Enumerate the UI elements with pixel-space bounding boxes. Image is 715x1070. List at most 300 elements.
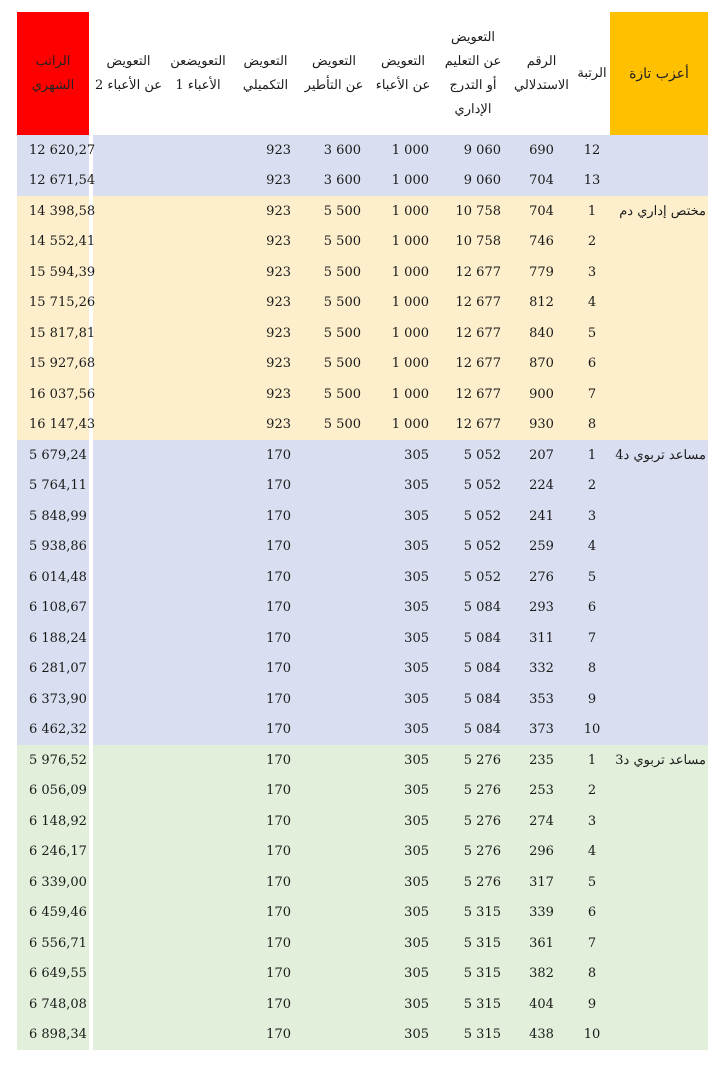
allowance-burden-1-cell bbox=[164, 806, 232, 837]
allowance-supervision-cell: 5 500 bbox=[299, 318, 369, 349]
allowance-burden-1-cell bbox=[164, 867, 232, 898]
allowance-teaching-cell: 12 677 bbox=[437, 379, 509, 410]
index-number-cell: 746 bbox=[509, 227, 574, 258]
category-cell bbox=[610, 654, 708, 685]
allowance-burdens-cell: 305 bbox=[369, 562, 437, 593]
category-cell bbox=[610, 989, 708, 1020]
allowance-supplementary-cell: 170 bbox=[232, 959, 299, 990]
category-cell bbox=[610, 471, 708, 502]
rank-cell: 3 bbox=[574, 806, 610, 837]
allowance-burdens-cell: 305 bbox=[369, 867, 437, 898]
allowance-supervision-cell bbox=[299, 623, 369, 654]
allowance-burden-2-cell bbox=[93, 867, 164, 898]
allowance-teaching-cell: 5 084 bbox=[437, 715, 509, 746]
allowance-burdens-cell: 1 000 bbox=[369, 166, 437, 197]
monthly-salary-cell: 14 398,58 bbox=[17, 196, 89, 227]
allowance-burden-2-cell bbox=[93, 806, 164, 837]
allowance-burden-2-cell bbox=[93, 715, 164, 746]
allowance-burdens-cell: 1 000 bbox=[369, 318, 437, 349]
monthly-salary-cell: 16 037,56 bbox=[17, 379, 89, 410]
allowance-burdens-cell: 305 bbox=[369, 806, 437, 837]
allowance-burden-1-cell bbox=[164, 410, 232, 441]
table-row bbox=[17, 501, 708, 532]
monthly-salary-cell: 6 148,92 bbox=[17, 806, 89, 837]
monthly-salary-cell: 15 927,68 bbox=[17, 349, 89, 380]
allowance-supervision-cell bbox=[299, 959, 369, 990]
category-cell bbox=[610, 410, 708, 441]
allowance-burden-2-cell bbox=[93, 166, 164, 197]
allowance-burden-1-cell bbox=[164, 166, 232, 197]
allowance-burden-1-cell bbox=[164, 837, 232, 868]
table-row bbox=[17, 196, 708, 227]
header-monthly-salary: الراتب الشهري bbox=[17, 12, 89, 135]
allowance-supervision-cell: 5 500 bbox=[299, 227, 369, 258]
rank-cell: 1 bbox=[574, 440, 610, 471]
rank-cell: 2 bbox=[574, 471, 610, 502]
rank-cell: 12 bbox=[574, 135, 610, 166]
category-cell bbox=[610, 318, 708, 349]
category-cell bbox=[610, 806, 708, 837]
allowance-teaching-cell: 5 276 bbox=[437, 776, 509, 807]
rank-cell: 4 bbox=[574, 288, 610, 319]
allowance-burdens-cell: 305 bbox=[369, 989, 437, 1020]
allowance-burdens-cell: 305 bbox=[369, 745, 437, 776]
allowance-supplementary-cell: 170 bbox=[232, 532, 299, 563]
category-cell bbox=[610, 135, 708, 166]
table-row bbox=[17, 898, 708, 929]
monthly-salary-cell: 6 188,24 bbox=[17, 623, 89, 654]
table-row bbox=[17, 257, 708, 288]
allowance-burdens-cell: 305 bbox=[369, 928, 437, 959]
allowance-burdens-cell: 305 bbox=[369, 715, 437, 746]
table-row bbox=[17, 928, 708, 959]
allowance-burden-2-cell bbox=[93, 1020, 164, 1051]
allowance-burdens-cell: 305 bbox=[369, 501, 437, 532]
table-row bbox=[17, 135, 708, 166]
rank-cell: 1 bbox=[574, 745, 610, 776]
index-number-cell: 207 bbox=[509, 440, 574, 471]
allowance-supervision-cell bbox=[299, 684, 369, 715]
allowance-burdens-cell: 1 000 bbox=[369, 349, 437, 380]
index-number-cell: 311 bbox=[509, 623, 574, 654]
allowance-supervision-cell bbox=[299, 471, 369, 502]
table-row bbox=[17, 166, 708, 197]
table-row bbox=[17, 227, 708, 258]
allowance-burden-2-cell bbox=[93, 227, 164, 258]
table-row bbox=[17, 745, 708, 776]
table-row bbox=[17, 989, 708, 1020]
allowance-burden-1-cell bbox=[164, 593, 232, 624]
allowance-burdens-cell: 305 bbox=[369, 837, 437, 868]
allowance-supplementary-cell: 170 bbox=[232, 1020, 299, 1051]
table-row bbox=[17, 959, 708, 990]
category-cell bbox=[610, 959, 708, 990]
table-row bbox=[17, 1020, 708, 1051]
table-body bbox=[17, 135, 708, 1050]
index-number-cell: 840 bbox=[509, 318, 574, 349]
rank-cell: 7 bbox=[574, 623, 610, 654]
allowance-burdens-cell: 305 bbox=[369, 684, 437, 715]
index-number-cell: 438 bbox=[509, 1020, 574, 1051]
table-row bbox=[17, 654, 708, 685]
index-number-cell: 870 bbox=[509, 349, 574, 380]
allowance-supplementary-cell: 170 bbox=[232, 745, 299, 776]
monthly-salary-cell: 12 620,27 bbox=[17, 135, 89, 166]
allowance-burden-2-cell bbox=[93, 654, 164, 685]
header-index-number: الرقم الاستدلالي bbox=[514, 53, 569, 93]
allowance-supplementary-cell: 170 bbox=[232, 898, 299, 929]
monthly-salary-cell: 6 649,55 bbox=[17, 959, 89, 990]
allowance-burden-2-cell bbox=[93, 959, 164, 990]
allowance-burdens-cell: 1 000 bbox=[369, 379, 437, 410]
allowance-supplementary-cell: 923 bbox=[232, 196, 299, 227]
rank-cell: 4 bbox=[574, 837, 610, 868]
allowance-supervision-cell bbox=[299, 898, 369, 929]
index-number-cell: 293 bbox=[509, 593, 574, 624]
salary-table bbox=[17, 12, 708, 1050]
rank-cell: 13 bbox=[574, 166, 610, 197]
monthly-salary-cell: 6 373,90 bbox=[17, 684, 89, 715]
category-cell bbox=[610, 501, 708, 532]
allowance-burden-1-cell bbox=[164, 227, 232, 258]
table-row bbox=[17, 593, 708, 624]
category-cell bbox=[610, 776, 708, 807]
allowance-supplementary-cell: 170 bbox=[232, 989, 299, 1020]
allowance-burden-1-cell bbox=[164, 1020, 232, 1051]
rank-cell: 10 bbox=[574, 1020, 610, 1051]
table-row bbox=[17, 623, 708, 654]
allowance-teaching-cell: 9 060 bbox=[437, 166, 509, 197]
allowance-burdens-cell: 305 bbox=[369, 654, 437, 685]
allowance-teaching-cell: 5 052 bbox=[437, 501, 509, 532]
monthly-salary-cell: 5 848,99 bbox=[17, 501, 89, 532]
monthly-salary-cell: 15 594,39 bbox=[17, 257, 89, 288]
monthly-salary-cell: 5 764,11 bbox=[17, 471, 89, 502]
allowance-burden-1-cell bbox=[164, 257, 232, 288]
allowance-burden-2-cell bbox=[93, 989, 164, 1020]
allowance-burdens-cell: 305 bbox=[369, 776, 437, 807]
rank-cell: 5 bbox=[574, 562, 610, 593]
rank-cell: 7 bbox=[574, 379, 610, 410]
allowance-supplementary-cell: 923 bbox=[232, 349, 299, 380]
allowance-teaching-cell: 12 677 bbox=[437, 349, 509, 380]
allowance-supplementary-cell: 170 bbox=[232, 837, 299, 868]
allowance-supplementary-cell: 170 bbox=[232, 806, 299, 837]
index-number-cell: 339 bbox=[509, 898, 574, 929]
rank-cell: 7 bbox=[574, 928, 610, 959]
allowance-teaching-cell: 5 052 bbox=[437, 532, 509, 563]
allowance-supervision-cell bbox=[299, 715, 369, 746]
allowance-burden-1-cell bbox=[164, 654, 232, 685]
index-number-cell: 382 bbox=[509, 959, 574, 990]
table-row bbox=[17, 532, 708, 563]
allowance-supervision-cell bbox=[299, 1020, 369, 1051]
rank-cell: 5 bbox=[574, 318, 610, 349]
table-row bbox=[17, 806, 708, 837]
allowance-teaching-cell: 9 060 bbox=[437, 135, 509, 166]
allowance-teaching-cell: 5 315 bbox=[437, 1020, 509, 1051]
allowance-teaching-cell: 5 315 bbox=[437, 989, 509, 1020]
table-row bbox=[17, 379, 708, 410]
index-number-cell: 900 bbox=[509, 379, 574, 410]
allowance-burden-1-cell bbox=[164, 288, 232, 319]
monthly-salary-cell: 6 014,48 bbox=[17, 562, 89, 593]
monthly-salary-cell: 12 671,54 bbox=[17, 166, 89, 197]
allowance-teaching-cell: 5 084 bbox=[437, 593, 509, 624]
allowance-supervision-cell bbox=[299, 532, 369, 563]
allowance-teaching-cell: 12 677 bbox=[437, 410, 509, 441]
allowance-teaching-cell: 12 677 bbox=[437, 257, 509, 288]
category-cell bbox=[610, 715, 708, 746]
rank-cell: 5 bbox=[574, 867, 610, 898]
allowance-burden-1-cell bbox=[164, 684, 232, 715]
allowance-burden-2-cell bbox=[93, 745, 164, 776]
monthly-salary-cell: 6 281,07 bbox=[17, 654, 89, 685]
allowance-burden-1-cell bbox=[164, 745, 232, 776]
index-number-cell: 373 bbox=[509, 715, 574, 746]
index-number-cell: 704 bbox=[509, 196, 574, 227]
allowance-supervision-cell bbox=[299, 654, 369, 685]
index-number-cell: 253 bbox=[509, 776, 574, 807]
monthly-salary-cell: 6 556,71 bbox=[17, 928, 89, 959]
rank-cell: 3 bbox=[574, 257, 610, 288]
allowance-burdens-cell: 1 000 bbox=[369, 257, 437, 288]
rank-cell: 9 bbox=[574, 989, 610, 1020]
monthly-salary-cell: 15 817,81 bbox=[17, 318, 89, 349]
index-number-cell: 361 bbox=[509, 928, 574, 959]
rank-cell: 9 bbox=[574, 684, 610, 715]
allowance-burden-1-cell bbox=[164, 776, 232, 807]
monthly-salary-cell: 14 552,41 bbox=[17, 227, 89, 258]
allowance-burden-1-cell bbox=[164, 562, 232, 593]
monthly-salary-cell: 6 459,46 bbox=[17, 898, 89, 929]
allowance-burden-2-cell bbox=[93, 135, 164, 166]
rank-cell: 4 bbox=[574, 532, 610, 563]
allowance-teaching-cell: 5 276 bbox=[437, 837, 509, 868]
allowance-supplementary-cell: 170 bbox=[232, 440, 299, 471]
category-cell bbox=[610, 562, 708, 593]
index-number-cell: 259 bbox=[509, 532, 574, 563]
category-cell bbox=[610, 349, 708, 380]
category-cell bbox=[610, 257, 708, 288]
category-cell bbox=[610, 1020, 708, 1051]
allowance-burden-2-cell bbox=[93, 776, 164, 807]
index-number-cell: 317 bbox=[509, 867, 574, 898]
category-cell bbox=[610, 532, 708, 563]
allowance-supervision-cell bbox=[299, 593, 369, 624]
table-row bbox=[17, 288, 708, 319]
allowance-teaching-cell: 5 052 bbox=[437, 440, 509, 471]
allowance-supplementary-cell: 923 bbox=[232, 166, 299, 197]
allowance-burden-2-cell bbox=[93, 684, 164, 715]
table-row bbox=[17, 471, 708, 502]
allowance-burden-1-cell bbox=[164, 349, 232, 380]
allowance-burden-2-cell bbox=[93, 837, 164, 868]
allowance-supplementary-cell: 170 bbox=[232, 684, 299, 715]
allowance-supplementary-cell: 923 bbox=[232, 135, 299, 166]
header-allowance-burden-1: التعويضعن الأعباء 1 bbox=[170, 53, 226, 93]
allowance-teaching-cell: 5 315 bbox=[437, 898, 509, 929]
allowance-burdens-cell: 305 bbox=[369, 623, 437, 654]
category-cell: مختص إداري دم bbox=[610, 196, 708, 227]
allowance-burdens-cell: 305 bbox=[369, 471, 437, 502]
allowance-burden-2-cell bbox=[93, 471, 164, 502]
allowance-supervision-cell: 5 500 bbox=[299, 379, 369, 410]
allowance-supervision-cell: 5 500 bbox=[299, 410, 369, 441]
allowance-burden-1-cell bbox=[164, 135, 232, 166]
allowance-teaching-cell: 5 052 bbox=[437, 471, 509, 502]
index-number-cell: 812 bbox=[509, 288, 574, 319]
header-allowance-supervision: التعويض عن التأطير bbox=[304, 53, 364, 93]
index-number-cell: 930 bbox=[509, 410, 574, 441]
allowance-burden-2-cell bbox=[93, 562, 164, 593]
header-row bbox=[17, 12, 708, 135]
allowance-supervision-cell bbox=[299, 501, 369, 532]
allowance-burden-1-cell bbox=[164, 959, 232, 990]
allowance-supplementary-cell: 170 bbox=[232, 593, 299, 624]
allowance-teaching-cell: 5 276 bbox=[437, 806, 509, 837]
allowance-supplementary-cell: 170 bbox=[232, 715, 299, 746]
rank-cell: 3 bbox=[574, 501, 610, 532]
monthly-salary-cell: 6 748,08 bbox=[17, 989, 89, 1020]
allowance-supplementary-cell: 170 bbox=[232, 776, 299, 807]
rank-cell: 8 bbox=[574, 410, 610, 441]
monthly-salary-cell: 15 715,26 bbox=[17, 288, 89, 319]
allowance-teaching-cell: 12 677 bbox=[437, 318, 509, 349]
allowance-supervision-cell bbox=[299, 806, 369, 837]
category-cell bbox=[610, 684, 708, 715]
allowance-burden-1-cell bbox=[164, 928, 232, 959]
category-cell bbox=[610, 227, 708, 258]
allowance-teaching-cell: 12 677 bbox=[437, 288, 509, 319]
allowance-burden-1-cell bbox=[164, 196, 232, 227]
allowance-teaching-cell: 10 758 bbox=[437, 196, 509, 227]
table-row bbox=[17, 715, 708, 746]
rank-cell: 8 bbox=[574, 959, 610, 990]
index-number-cell: 332 bbox=[509, 654, 574, 685]
allowance-burden-2-cell bbox=[93, 257, 164, 288]
rank-cell: 8 bbox=[574, 654, 610, 685]
allowance-supervision-cell bbox=[299, 776, 369, 807]
allowance-burden-2-cell bbox=[93, 318, 164, 349]
header-allowance-burden-2: التعويض عن الأعباء 2 bbox=[95, 53, 162, 93]
allowance-burden-2-cell bbox=[93, 593, 164, 624]
table-row bbox=[17, 776, 708, 807]
allowance-supplementary-cell: 170 bbox=[232, 654, 299, 685]
category-cell bbox=[610, 898, 708, 929]
allowance-supervision-cell bbox=[299, 562, 369, 593]
index-number-cell: 779 bbox=[509, 257, 574, 288]
monthly-salary-cell: 6 898,34 bbox=[17, 1020, 89, 1051]
allowance-burden-1-cell bbox=[164, 623, 232, 654]
allowance-burden-2-cell bbox=[93, 501, 164, 532]
allowance-burden-2-cell bbox=[93, 379, 164, 410]
monthly-salary-cell: 5 679,24 bbox=[17, 440, 89, 471]
table-row bbox=[17, 867, 708, 898]
allowance-burden-2-cell bbox=[93, 410, 164, 441]
category-cell bbox=[610, 928, 708, 959]
monthly-salary-cell: 5 938,86 bbox=[17, 532, 89, 563]
index-number-cell: 296 bbox=[509, 837, 574, 868]
table-row bbox=[17, 440, 708, 471]
allowance-burden-2-cell bbox=[93, 349, 164, 380]
rank-cell: 2 bbox=[574, 227, 610, 258]
rank-cell: 10 bbox=[574, 715, 610, 746]
allowance-supplementary-cell: 170 bbox=[232, 867, 299, 898]
index-number-cell: 353 bbox=[509, 684, 574, 715]
category-cell bbox=[610, 288, 708, 319]
allowance-teaching-cell: 10 758 bbox=[437, 227, 509, 258]
rank-cell: 1 bbox=[574, 196, 610, 227]
allowance-burden-1-cell bbox=[164, 471, 232, 502]
category-cell bbox=[610, 166, 708, 197]
allowance-supervision-cell bbox=[299, 837, 369, 868]
header-allowance-supplementary: التعويض التكميلي bbox=[242, 53, 289, 93]
rank-cell: 6 bbox=[574, 593, 610, 624]
allowance-supervision-cell bbox=[299, 440, 369, 471]
allowance-teaching-cell: 5 052 bbox=[437, 562, 509, 593]
category-cell: مساعد تربوي د4 bbox=[610, 440, 708, 471]
table-row bbox=[17, 684, 708, 715]
allowance-supplementary-cell: 170 bbox=[232, 562, 299, 593]
table-row bbox=[17, 349, 708, 380]
index-number-cell: 235 bbox=[509, 745, 574, 776]
allowance-supervision-cell: 5 500 bbox=[299, 288, 369, 319]
allowance-supplementary-cell: 923 bbox=[232, 257, 299, 288]
allowance-supplementary-cell: 923 bbox=[232, 288, 299, 319]
allowance-burden-2-cell bbox=[93, 288, 164, 319]
table-row bbox=[17, 410, 708, 441]
monthly-salary-cell: 6 339,00 bbox=[17, 867, 89, 898]
allowance-supplementary-cell: 170 bbox=[232, 623, 299, 654]
index-number-cell: 241 bbox=[509, 501, 574, 532]
allowance-supplementary-cell: 923 bbox=[232, 318, 299, 349]
category-cell bbox=[610, 593, 708, 624]
rank-cell: 6 bbox=[574, 349, 610, 380]
allowance-burden-1-cell bbox=[164, 379, 232, 410]
allowance-burdens-cell: 1 000 bbox=[369, 135, 437, 166]
index-number-cell: 690 bbox=[509, 135, 574, 166]
category-cell bbox=[610, 623, 708, 654]
allowance-burdens-cell: 1 000 bbox=[369, 288, 437, 319]
allowance-burden-2-cell bbox=[93, 623, 164, 654]
allowance-supervision-cell bbox=[299, 745, 369, 776]
category-cell: مساعد تربوي د3 bbox=[610, 745, 708, 776]
header-category: أعزب تازة bbox=[610, 12, 708, 135]
allowance-burden-1-cell bbox=[164, 501, 232, 532]
allowance-supplementary-cell: 923 bbox=[232, 227, 299, 258]
allowance-teaching-cell: 5 276 bbox=[437, 867, 509, 898]
allowance-burdens-cell: 1 000 bbox=[369, 410, 437, 441]
index-number-cell: 274 bbox=[509, 806, 574, 837]
allowance-burden-2-cell bbox=[93, 196, 164, 227]
allowance-supervision-cell: 5 500 bbox=[299, 349, 369, 380]
table-row bbox=[17, 318, 708, 349]
table-row bbox=[17, 562, 708, 593]
allowance-teaching-cell: 5 315 bbox=[437, 959, 509, 990]
allowance-burdens-cell: 305 bbox=[369, 593, 437, 624]
rank-cell: 2 bbox=[574, 776, 610, 807]
monthly-salary-cell: 6 246,17 bbox=[17, 837, 89, 868]
allowance-burden-2-cell bbox=[93, 898, 164, 929]
allowance-burdens-cell: 1 000 bbox=[369, 196, 437, 227]
index-number-cell: 704 bbox=[509, 166, 574, 197]
table-row bbox=[17, 837, 708, 868]
allowance-teaching-cell: 5 084 bbox=[437, 684, 509, 715]
allowance-burden-2-cell bbox=[93, 532, 164, 563]
allowance-supervision-cell: 3 600 bbox=[299, 166, 369, 197]
allowance-burden-2-cell bbox=[93, 440, 164, 471]
